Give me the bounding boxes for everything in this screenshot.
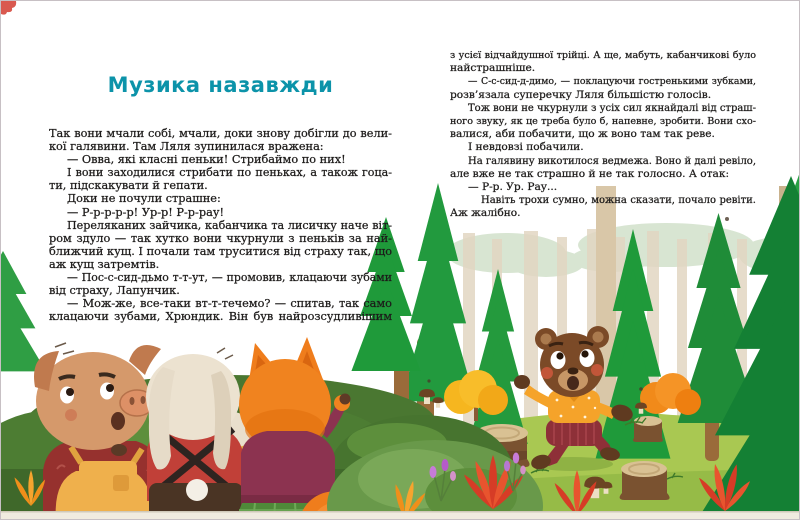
text-line: з усієї відчайдушної трійці. А ще, мабуть, кабанчикові було — [450, 50, 756, 61]
text-line: — С-с-сид-д-димо, — поклацуючи гостренькими зубками, — [468, 76, 756, 88]
text-line: валися, аби побачити, що ж воно там так реве. — [450, 128, 715, 141]
text-line: Аж жалібно. — [450, 207, 521, 220]
text-line: — Овва, які класні пеньки! Стрибаймо по них! — [67, 153, 346, 167]
text-line: ближчий кущ. І почали там труситися від страху так, що — [49, 244, 392, 258]
text-line: — Р-р-р-р-р! Ур-р! Р-р-рау! — [67, 205, 225, 219]
text-line: І вони заходилися стрибати по пеньках, а також гоца- — [67, 166, 392, 180]
right-page-text — [450, 49, 756, 220]
text-line: Тож вони не чкурнули з усіх сил якнайдалі від страш- — [468, 102, 756, 114]
left-page-text — [49, 127, 392, 323]
text-line: клацаючи зубами, Хрюндик. Він був найрозсудливішим — [49, 310, 392, 324]
left-edge-fir — [1, 251, 46, 371]
page-edge-strip — [1, 511, 800, 520]
text-line: розв’язала суперечку Ляля більшістю голосів. — [450, 88, 712, 101]
text-line: аж кущ затремтів. — [49, 257, 160, 271]
text-line: На галявину викотилося ведмежа. Воно й далі ревіло, — [468, 155, 756, 167]
text-line: ного звуку, як це треба було б, напевне, зробити. Вони схо- — [450, 115, 756, 127]
page-title: Музика назавжди — [107, 73, 334, 97]
text-line: Доки не почули страшне: — [67, 192, 221, 206]
text-line: від страху, Лапунчик. — [49, 284, 180, 298]
text-line: найстрашніше. — [450, 62, 536, 75]
text-line: І невдовзі побачили. — [468, 141, 584, 154]
text-line: Переляканих зайчика, кабанчика та лисичку наче віт- — [67, 218, 392, 232]
tree-stump-front — [620, 461, 670, 500]
text-line: — Р-р. Ур. Рау... — [468, 180, 558, 193]
corner-scallop-mark — [1, 1, 16, 15]
text-line: ти, підскакувати й гепати. — [49, 179, 208, 193]
text-line: але вже не так страшно й не так голосно. А отак: — [450, 167, 730, 180]
text-line: — Пос-с-сид-дьмо т-т-ут, — промовив, клацаючи зубами — [67, 271, 392, 285]
text-line: ром здуло — так хутко вони чкурнули з пеньків за най- — [49, 231, 392, 245]
text-line: кої галявини. Там Ляля зупинилася вражена: — [49, 140, 324, 154]
text-line: — Мож-же, все-таки вт-т-течемо? — спитав, так само — [67, 297, 392, 311]
rabbit-character — [146, 348, 256, 520]
text-line: Так вони мчали собі, мчали, доки знову добігли до вели- — [49, 127, 392, 140]
text-line: Навіть трохи сумно, можна сказати, почало ревіти. — [481, 195, 756, 207]
